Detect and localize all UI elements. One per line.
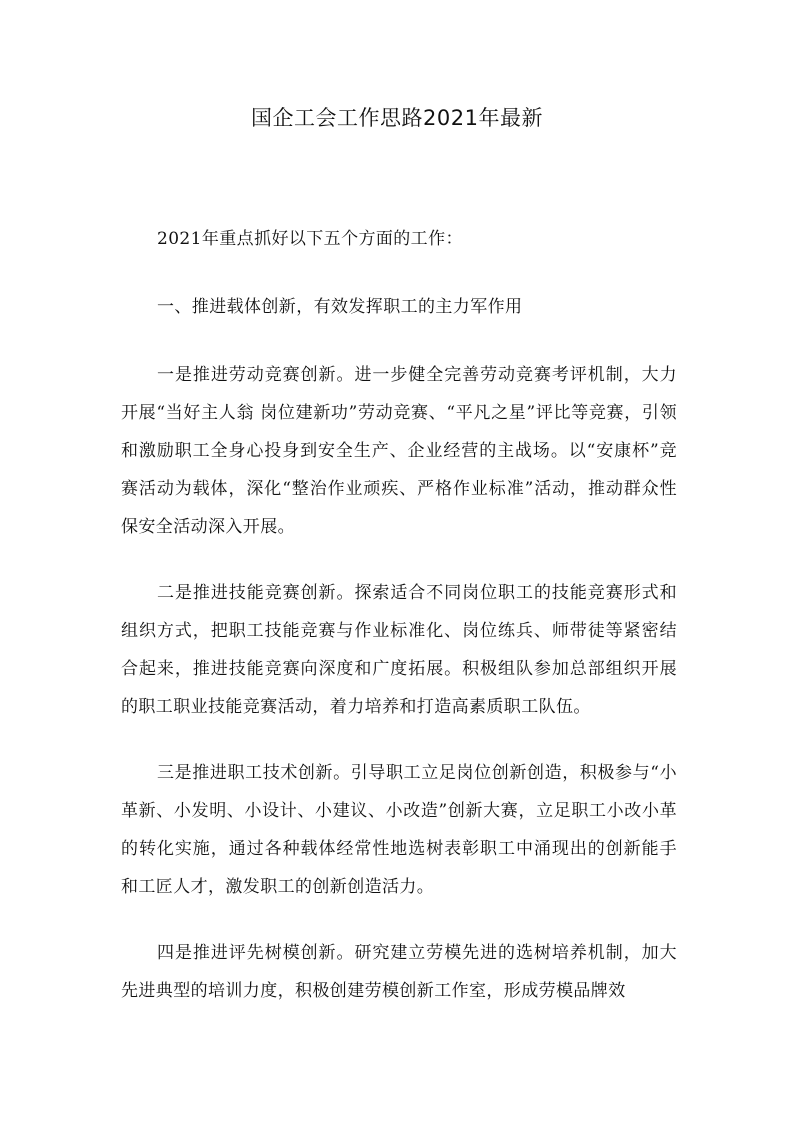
- document-body: [121, 220, 677, 1038]
- page-title: 国企工会工作思路2021年最新: [251, 106, 543, 130]
- paragraph-model-selection: 四是推进评先树模创新。研究建立劳模先进的选树培养机制，加大先进典型的培训力度，积极创建劳模创新工作室，形成劳模品牌效: [121, 943, 677, 1001]
- paragraph-technical-innovation: 三是推进职工技术创新。引导职工立足岗位创新创造，积极参与“小革新、小发明、小设计、小建议、小改造”创新大赛，立足职工小改小革的转化实施，通过各种载体经常性地选树表彰职工中涌现出的创新能手和工匠人才，激发职工的创新创造活力。: [121, 763, 677, 897]
- paragraph-skill-competition: 二是推进技能竞赛创新。探索适合不同岗位职工的技能竞赛形式和组织方式，把职工技能竞赛与作业标准化、岗位练兵、师带徒等紧密结合起来，推进技能竞赛向深度和广度拓展。积极组队参加总部组织开展的职工职业技能竞赛活动，着力培养和打造高素质职工队伍。: [121, 583, 677, 717]
- section-heading: 一、推进载体创新，有效发挥职工的主力军作用: [157, 297, 523, 317]
- paragraph-labor-competition: 一是推进劳动竞赛创新。进一步健全完善劳动竞赛考评机制，大力开展“当好主人翁 岗位建新功”劳动竞赛、“平凡之星”评比等竞赛，引领和激励职工全身心投身到安全生产、企业经营的主战场。以“安康杯”竞赛活动为载体，深化“整治作业顽疾、严格作业标准”活动，推动群众性保安全活动深入开展。: [121, 365, 677, 537]
- intro-paragraph: 2021年重点抓好以下五个方面的工作：: [157, 229, 463, 249]
